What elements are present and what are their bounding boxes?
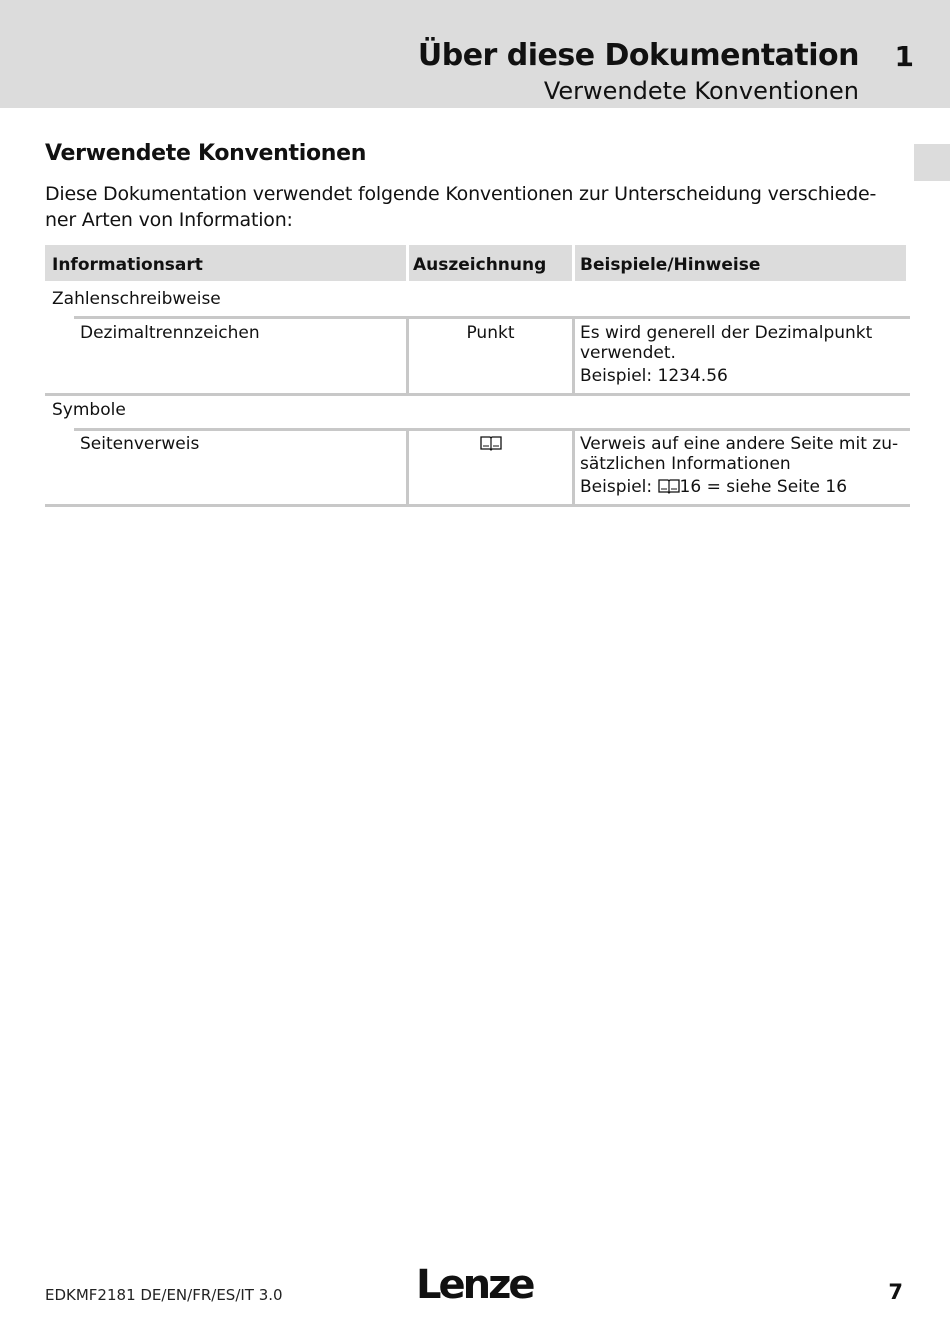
column-divider [572,428,575,505]
group-label-symbole: Symbole [52,400,126,420]
note-line: Verweis auf eine andere Seite mit zu- [580,434,899,454]
column-divider [572,316,575,394]
book-icon [480,435,502,451]
page-title: Über diese Dokumentation [417,38,859,73]
row-divider [45,504,910,507]
cell-punkt: Punkt [466,323,515,343]
section-heading: Verwendete Konventionen [45,141,367,166]
cell-dezimaltrennzeichen: Dezimaltrennzeichen [80,323,260,343]
cell-book-symbol [409,434,572,454]
column-header-informationsart: Informationsart [45,245,406,281]
example-suffix: 16 = siehe Seite 16 [679,477,848,497]
page-number: 7 [888,1280,903,1304]
note-example: Beispiel: 1234.56 [580,366,728,386]
page-subtitle: Verwendete Konventionen [543,77,859,105]
column-header-beispiele: Beispiele/Hinweise [575,245,906,281]
note-line: sätzlichen Informationen [580,454,791,474]
group-label-zahlenschreibweise: Zahlenschreibweise [52,289,221,309]
row-divider [45,393,910,396]
example-prefix: Beispiel: [580,477,653,497]
note-line: verwendet. [580,343,676,363]
cell-seitenverweis: Seitenverweis [80,434,200,454]
chapter-number: 1 [894,40,914,73]
lenze-logo: Lenze [416,1262,533,1308]
row-divider [74,428,910,431]
note-example [580,477,900,497]
note-line: Es wird generell der Dezimalpunkt [580,323,873,343]
column-header-auszeichnung: Auszeichnung [409,245,572,281]
cell-note-seitenverweis [580,434,900,497]
book-icon [658,478,680,494]
row-divider [74,316,910,319]
cell-note-dezimalpunkt [580,323,900,386]
chapter-tab-marker [914,144,950,181]
intro-line: Diese Dokumentation verwendet folgende Konventionen zur Unterscheidung verschiede- [45,183,877,205]
intro-line: ner Arten von Information: [45,209,293,231]
intro-paragraph [45,181,925,233]
document-id: EDKMF2181 DE/EN/FR/ES/IT 3.0 [45,1286,283,1304]
